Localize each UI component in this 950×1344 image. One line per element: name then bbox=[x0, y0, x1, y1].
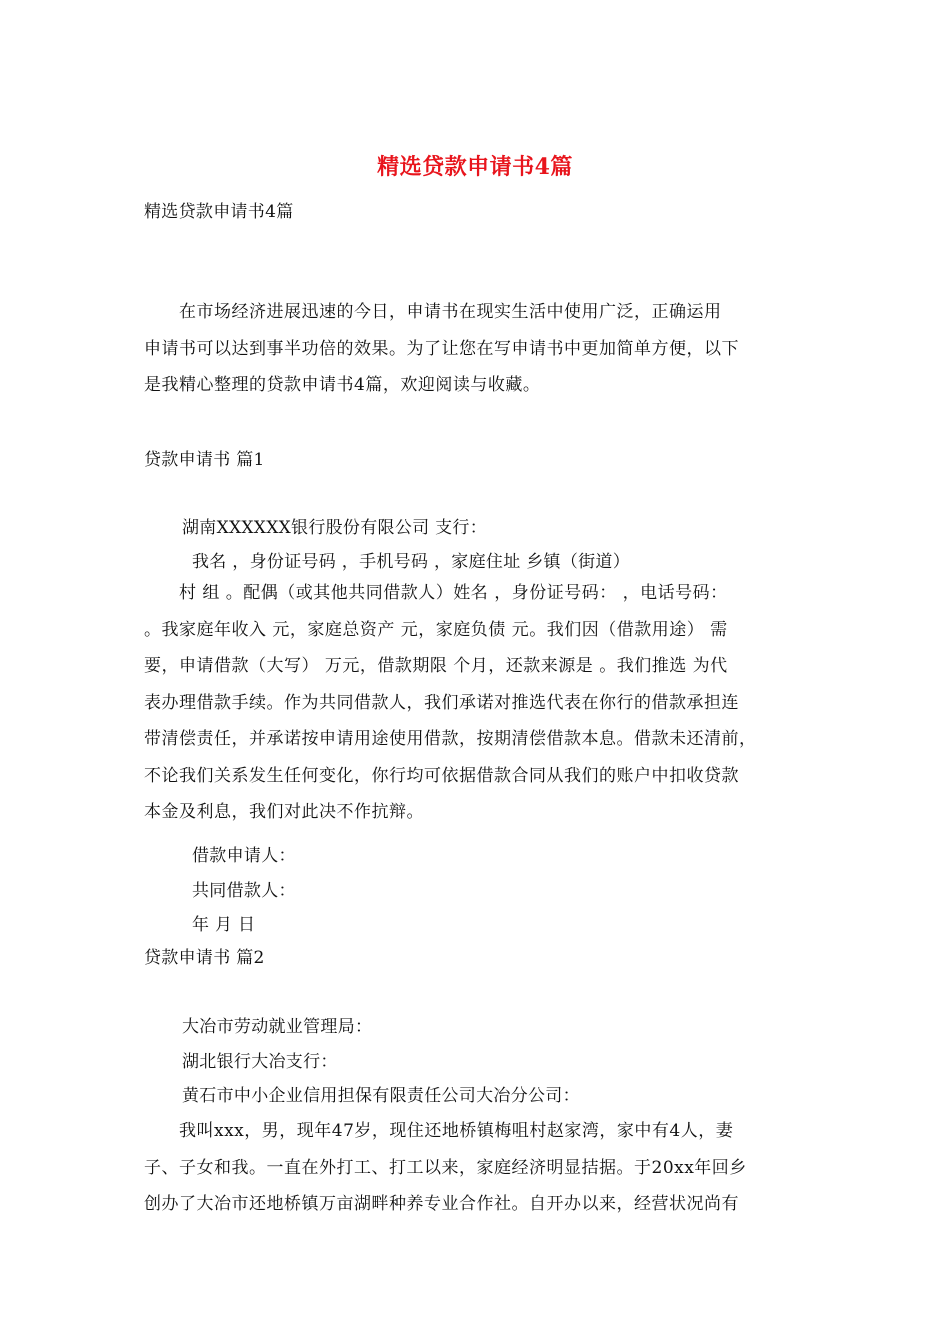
paragraph-line: 本金及利息，我们对此决不作抗辩。 bbox=[144, 802, 424, 822]
intro-line: 申请书可以达到事半功倍的效果。为了让您在写申请书中更加简单方便，以下 bbox=[144, 338, 739, 359]
paragraph-line: 我叫xxx，男，现年47岁，现住还地桥镇梅咀村赵家湾，家中有4人，妻 bbox=[144, 1121, 734, 1141]
paragraph-line: 创办了大冶市还地桥镇万亩湖畔种养专业合作社。自开办以来，经营状况尚有 bbox=[144, 1194, 739, 1214]
intro-paragraph bbox=[144, 294, 804, 404]
co-borrower-signature-label: 共同借款人： bbox=[192, 881, 296, 901]
paragraph-line: 表办理借款手续。作为共同借款人，我们承诺对推选代表在你行的借款承担连 bbox=[144, 692, 739, 713]
paragraph-line: 要，申请借款（大写） 万元，借款期限 个月，还款来源是 。我们推选 为代 bbox=[144, 656, 728, 676]
date-line: 年 月 日 bbox=[192, 915, 256, 935]
paragraph-line: 。我家庭年收入 元，家庭总资产 元，家庭负债 元。我们因（借款用途） 需 bbox=[144, 619, 728, 640]
paragraph-line: 不论我们关系发生任何变化，你行均可依据借款合同从我们的账户中扣收贷款 bbox=[144, 765, 739, 786]
paragraph-line: 带清偿责任，并承诺按申请用途使用借款，按期清偿借款本息。借款未还清前， bbox=[144, 729, 757, 749]
intro-line: 在市场经济进展迅速的今日，申请书在现实生活中使用广泛，正确运用 bbox=[144, 302, 722, 322]
section-heading: 贷款申请书 篇2 bbox=[144, 948, 265, 968]
document-title: 精选贷款申请书4篇 bbox=[377, 154, 573, 180]
intro-line: 是我精心整理的贷款申请书4篇，欢迎阅读与收藏。 bbox=[144, 375, 541, 395]
addressee-line: 湖南XXXXXX银行股份有限公司 支行： bbox=[182, 518, 488, 538]
addressee-line: 湖北银行大冶支行： bbox=[182, 1052, 338, 1072]
section-heading: 贷款申请书 篇1 bbox=[144, 450, 265, 470]
section1-paragraph bbox=[144, 575, 804, 831]
addressee-line: 黄石市中小企业信用担保有限责任公司大冶分公司： bbox=[182, 1086, 580, 1106]
document-subtitle: 精选贷款申请书4篇 bbox=[144, 202, 294, 222]
paragraph-line: 子、子女和我。一直在外打工、打工以来，家庭经济明显拮据。于20xx年回乡 bbox=[144, 1157, 747, 1178]
applicant-info-line: 我名 ，身份证号码 ，手机号码 ，家庭住址 乡镇（街道） bbox=[192, 552, 631, 572]
addressee-line: 大冶市劳动就业管理局： bbox=[182, 1017, 373, 1037]
paragraph-line: 村 组 。配偶（或其他共同借款人）姓名 ，身份证号码： ，电话号码： bbox=[144, 583, 728, 603]
section2-paragraph bbox=[144, 1113, 804, 1223]
applicant-signature-label: 借款申请人： bbox=[192, 846, 296, 866]
